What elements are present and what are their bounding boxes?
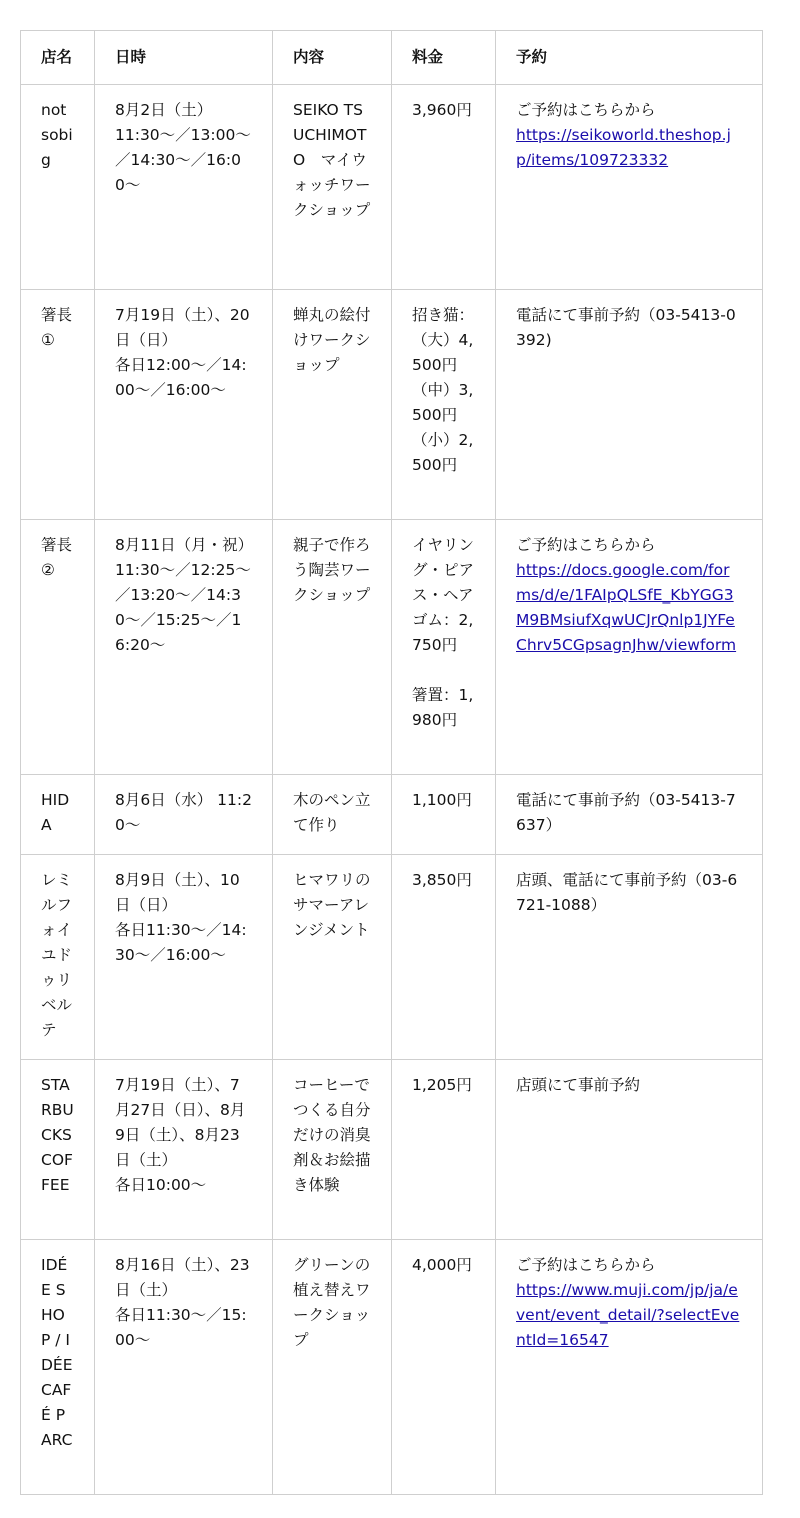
datetime-line: 7月19日（土）、7月27日（日）、8月9日（土）、8月23日（土） [115, 1076, 246, 1169]
table-row [21, 775, 763, 855]
cell-datetime [95, 1240, 273, 1495]
cell-price [392, 520, 496, 775]
reservation-text: ご予約はこちらから [516, 1256, 656, 1274]
price-line: 1,100円 [412, 791, 472, 809]
price-line: 招き猫：（大）4,500円（中）3,500円（小）2,500円 [412, 306, 475, 474]
header-datetime: 日時 [95, 31, 273, 85]
datetime-line: 各日12:00〜／14:00〜／16:00〜 [115, 356, 247, 399]
header-shop: 店名 [21, 31, 95, 85]
price-gap [412, 658, 475, 683]
cell-shop: レミルフォイユドゥリベルテ [21, 855, 95, 1060]
cell-price [392, 290, 496, 520]
cell-reservation [496, 855, 763, 1060]
cell-datetime [95, 775, 273, 855]
cell-reservation [496, 1060, 763, 1240]
cell-content: SEIKO TSUCHIMOTO マイウォッチワークショップ [273, 85, 392, 290]
cell-price [392, 85, 496, 290]
price-line: 箸置：1,980円 [412, 686, 474, 729]
cell-datetime [95, 855, 273, 1060]
cell-datetime [95, 1060, 273, 1240]
table-row [21, 290, 763, 520]
reservation-text: ご予約はこちらから [516, 536, 656, 554]
datetime-line: 各日11:30〜／14:30〜／16:00〜 [115, 921, 247, 964]
event-table [20, 30, 763, 1495]
table-row [21, 85, 763, 290]
datetime-line: 各日10:00〜 [115, 1176, 207, 1194]
cell-shop: HIDA [21, 775, 95, 855]
cell-price [392, 1240, 496, 1495]
header-reservation: 予約 [496, 31, 763, 85]
price-line: イヤリング・ピアス・ヘアゴム：2,750円 [412, 536, 475, 654]
reservation-text: 店頭にて事前予約 [516, 1076, 641, 1094]
cell-content: 木のペン立て作り [273, 775, 392, 855]
datetime-line: 8月6日（水） 11:20〜 [115, 791, 252, 834]
header-content: 内容 [273, 31, 392, 85]
cell-datetime [95, 85, 273, 290]
cell-price [392, 855, 496, 1060]
table-row [21, 1060, 763, 1240]
cell-shop: 箸長① [21, 290, 95, 520]
cell-shop: STARBUCKS COFFEE [21, 1060, 95, 1240]
price-line: 3,960円 [412, 101, 472, 119]
datetime-line: 8月9日（土）、10日（日） [115, 871, 240, 914]
reservation-link[interactable]: https://seikoworld.theshop.jp/items/109723332 [516, 126, 731, 169]
cell-price [392, 775, 496, 855]
cell-shop: IDÉE SHOP / IDÉE CAFÉ PARC [21, 1240, 95, 1495]
table-header-row [21, 31, 763, 85]
header-price: 料金 [392, 31, 496, 85]
table-row [21, 1240, 763, 1495]
cell-content: コーヒーでつくる自分だけの消臭剤＆お絵描き体験 [273, 1060, 392, 1240]
cell-reservation [496, 520, 763, 775]
table-row [21, 855, 763, 1060]
price-line: 3,850円 [412, 871, 472, 889]
datetime-line: 7月19日（土）、20日（日） [115, 306, 250, 349]
cell-reservation [496, 85, 763, 290]
cell-shop: not sobig [21, 85, 95, 290]
reservation-text: 電話にて事前予約（03-5413-7637） [516, 791, 736, 834]
reservation-text: 店頭、電話にて事前予約（03-6721-1088） [516, 871, 738, 914]
cell-content: 蝉丸の絵付けワークショップ [273, 290, 392, 520]
datetime-line: 8月2日（土） [115, 101, 213, 119]
event-table-container [20, 30, 762, 1495]
price-line: 1,205円 [412, 1076, 472, 1094]
cell-reservation [496, 290, 763, 520]
reservation-link[interactable]: https://www.muji.com/jp/ja/event/event_detail/?selectEventId=16547 [516, 1281, 740, 1349]
datetime-line: 各日11:30〜／15:00〜 [115, 1306, 247, 1349]
datetime-line: 11:30〜／13:00〜／14:30〜／16:00〜 [115, 126, 251, 194]
cell-content: グリーンの植え替えワークショップ [273, 1240, 392, 1495]
price-line: 4,000円 [412, 1256, 472, 1274]
datetime-line: 8月11日（月・祝）11:30〜／12:25〜／13:20〜／14:30〜／15:25〜／16:20〜 [115, 536, 251, 654]
cell-shop: 箸長② [21, 520, 95, 775]
cell-content: ヒマワリのサマーアレンジメント [273, 855, 392, 1060]
table-row [21, 520, 763, 775]
reservation-text: 電話にて事前予約（03-5413-0392) [516, 306, 736, 349]
cell-reservation [496, 1240, 763, 1495]
reservation-link[interactable]: https://docs.google.com/forms/d/e/1FAIpQLSfE_KbYGG3M9BMsiufXqwUCJrQnlp1JYFeChrv5CGpsagnJhw/viewform [516, 561, 737, 654]
cell-datetime [95, 290, 273, 520]
cell-price [392, 1060, 496, 1240]
datetime-line: 8月16日（土）、23日（土） [115, 1256, 250, 1299]
reservation-text: ご予約はこちらから [516, 101, 656, 119]
cell-reservation [496, 775, 763, 855]
cell-content: 親子で作ろう陶芸ワークショップ [273, 520, 392, 775]
cell-datetime [95, 520, 273, 775]
